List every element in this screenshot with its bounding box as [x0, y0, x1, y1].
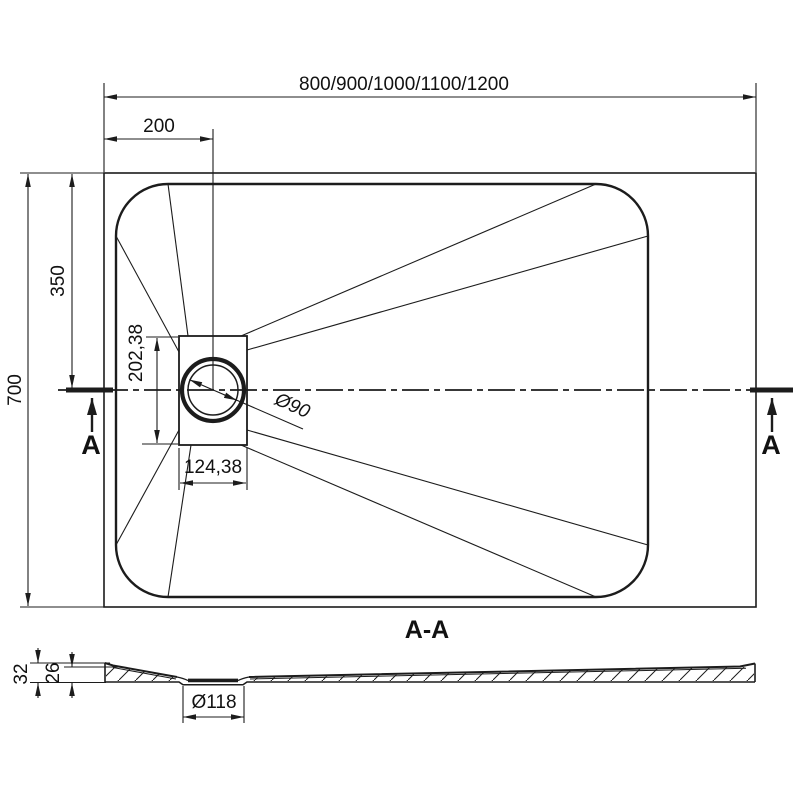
bottom-surface: [105, 682, 755, 685]
section-title: A-A: [404, 616, 450, 644]
dim-overall-width: [104, 83, 756, 172]
dim-drain-plate-width-label: 124,38: [183, 457, 243, 478]
slope-line: [247, 236, 648, 350]
dim-drain-recess-label: Ø118: [191, 692, 237, 713]
dim-edge-height-label: 32: [11, 663, 32, 685]
dim-edge-height: [30, 648, 110, 698]
dim-drain-hole-label: Ø90: [271, 389, 313, 423]
dim-drain-offset-label: 200: [143, 116, 175, 137]
dim-overall-depth-label: 700: [5, 374, 26, 406]
dim-field-height-label: 26: [43, 662, 64, 684]
section-marker-right-label: A: [761, 430, 781, 460]
dim-overall-width-label: 800/900/1000/1100/1200: [299, 74, 509, 95]
top-view: [5, 74, 793, 607]
section-view: [11, 616, 755, 723]
slope-line: [168, 184, 188, 336]
diameter-arrow: [224, 395, 237, 401]
slope-line: [241, 445, 596, 597]
slope-line: [116, 430, 179, 545]
dim-center-depth-label: 350: [48, 265, 69, 297]
dim-drain-plate-height-label: 202,38: [126, 323, 147, 383]
slope-line: [241, 184, 596, 336]
slope-line: [247, 430, 648, 545]
section-marker-left-label: A: [81, 430, 101, 460]
